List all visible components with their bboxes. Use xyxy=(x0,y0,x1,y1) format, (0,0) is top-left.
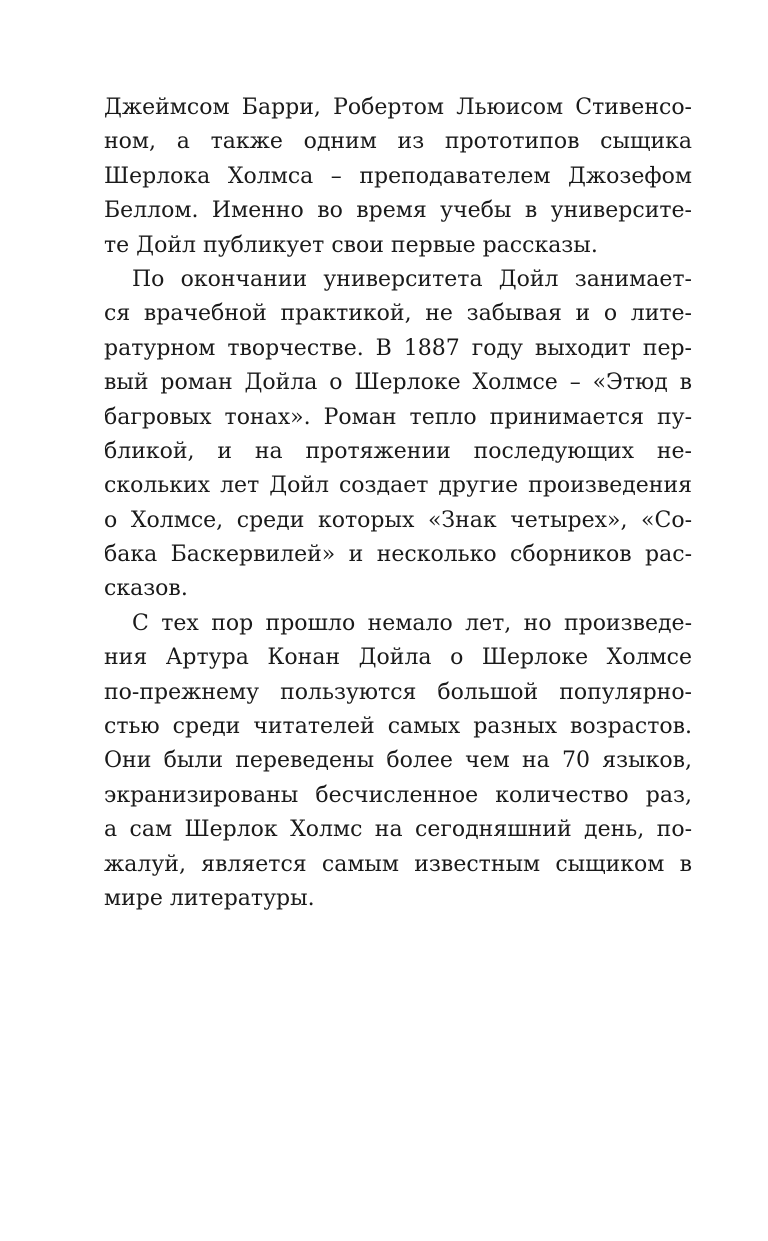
text-line: бликой, и на протяжении последующих не- xyxy=(104,438,692,464)
text-line: вый роман Дойла о Шерлоке Холмсе – «Этюд в xyxy=(104,370,692,396)
paragraph-3 xyxy=(104,607,692,917)
text-line: ся врачебной практикой, не забывая и о лите- xyxy=(104,301,692,327)
text-line: по-прежнему пользуются большой популярно- xyxy=(104,679,692,705)
text-line: ния Артура Конан Дойла о Шерлоке Холмсе xyxy=(104,645,692,671)
text-line: бака Баскервилей» и несколько сборников рас- xyxy=(104,542,692,568)
text-line: ном, а также одним из прототипов сыщика xyxy=(104,129,692,155)
text-line: Они были переведены более чем на 70 языков, xyxy=(104,748,692,774)
text-line: а сам Шерлок Холмс на сегодняшний день, по- xyxy=(104,817,692,843)
text-line: мире литературы. xyxy=(104,885,315,911)
text-line: По окончании университета Дойл занимает- xyxy=(132,266,692,292)
body-text xyxy=(104,91,692,916)
text-line: Беллом. Именно во время учебы в университе- xyxy=(104,198,692,224)
text-line: экранизированы бесчисленное количество раз, xyxy=(104,782,692,808)
text-line: багровых тонах». Роман тепло принимается пу- xyxy=(104,404,692,430)
text-line: Шерлока Холмса – преподавателем Джозефом xyxy=(104,163,692,189)
paragraph-1 xyxy=(104,91,692,263)
text-line: Джеймсом Барри, Робертом Льюисом Стивенсо- xyxy=(104,95,692,120)
text-line: скольких лет Дойл создает другие произведения xyxy=(104,473,692,499)
text-line: о Холмсе, среди которых «Знак четырех», «Со- xyxy=(104,507,692,533)
text-line: С тех пор прошло немало лет, но произведе- xyxy=(132,610,692,636)
text-line: сказов. xyxy=(104,576,188,602)
text-line: стью среди читателей самых разных возрастов. xyxy=(104,714,692,740)
paragraph-2 xyxy=(104,263,692,607)
text-line: те Дойл публикует свои первые рассказы. xyxy=(104,232,598,258)
text-line: жалуй, является самым известным сыщиком в xyxy=(104,851,692,877)
text-line: ратурном творчестве. В 1887 году выходит пер- xyxy=(104,335,692,361)
